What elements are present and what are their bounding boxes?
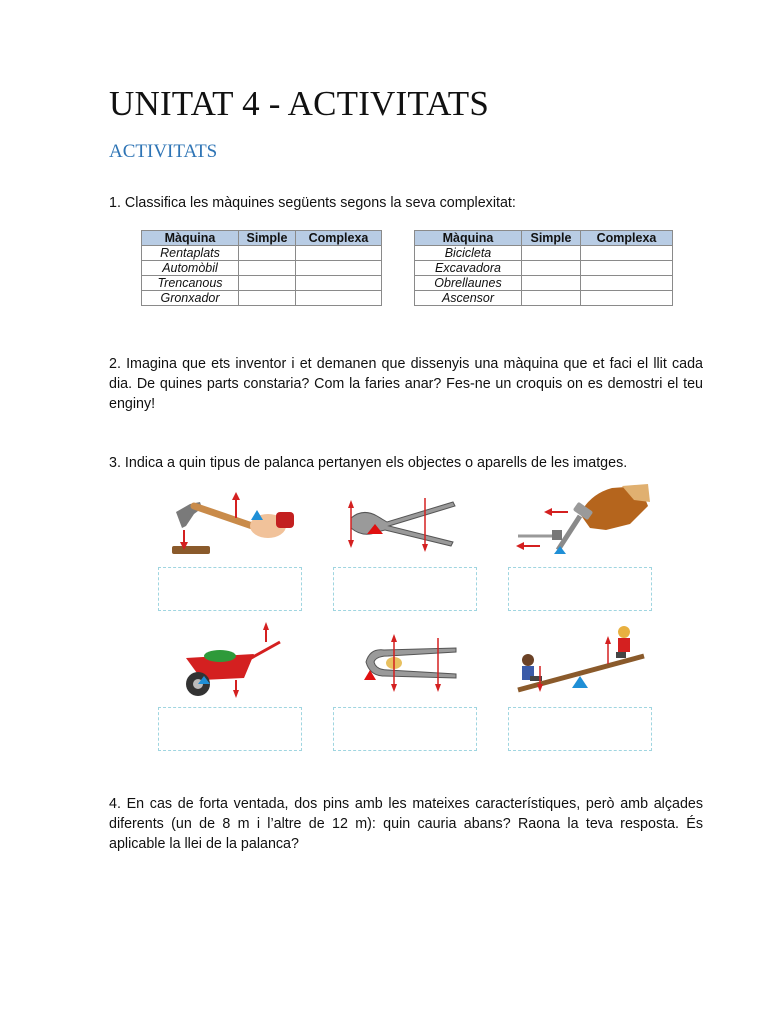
simple-cell[interactable] xyxy=(239,261,296,276)
pedal-lever-image xyxy=(510,482,652,562)
pliers-lever-image xyxy=(343,494,463,554)
question-1: 1. Classifica les màquines següents segons la seva complexitat: xyxy=(109,195,516,211)
machine-name: Excavadora xyxy=(415,261,522,276)
complex-cell[interactable] xyxy=(581,291,673,306)
table-header-row xyxy=(415,231,673,246)
simple-cell[interactable] xyxy=(239,246,296,261)
table-row xyxy=(415,291,673,306)
header-complex: Complexa xyxy=(296,231,382,246)
table-row xyxy=(415,246,673,261)
simple-cell[interactable] xyxy=(522,246,581,261)
page-title: UNITAT 4 - ACTIVITATS xyxy=(109,84,490,123)
answer-box-2[interactable] xyxy=(333,567,477,611)
header-complex: Complexa xyxy=(581,231,673,246)
table-row xyxy=(142,246,382,261)
nutcracker-lever-image xyxy=(360,632,460,702)
hammer-lever-image xyxy=(166,486,300,562)
answer-box-1[interactable] xyxy=(158,567,302,611)
machine-name: Obrellaunes xyxy=(415,276,522,291)
simple-cell[interactable] xyxy=(522,276,581,291)
answer-box-3[interactable] xyxy=(508,567,652,611)
machine-name: Gronxador xyxy=(142,291,239,306)
answer-box-4[interactable] xyxy=(158,707,302,751)
machine-name: Automòbil xyxy=(142,261,239,276)
machines-table-left xyxy=(141,230,382,306)
complex-cell[interactable] xyxy=(581,261,673,276)
table-header-row xyxy=(142,231,382,246)
table-row xyxy=(142,261,382,276)
wheelbarrow-lever-image xyxy=(180,622,290,702)
table-row xyxy=(142,291,382,306)
simple-cell[interactable] xyxy=(522,261,581,276)
machine-name: Rentaplats xyxy=(142,246,239,261)
section-heading: ACTIVITATS xyxy=(109,141,218,162)
simple-cell[interactable] xyxy=(239,276,296,291)
machine-name: Bicicleta xyxy=(415,246,522,261)
complex-cell[interactable] xyxy=(296,261,382,276)
complex-cell[interactable] xyxy=(296,246,382,261)
question-2: 2. Imagina que ets inventor i et demanen que dissenyis una màquina que et faci el llit cada dia. De quines parts constaria? Com la faries anar? Fes-ne un croquis on es demostri el teu enginy! xyxy=(109,356,703,412)
complex-cell[interactable] xyxy=(581,276,673,291)
table-row xyxy=(415,261,673,276)
machines-table-right xyxy=(414,230,673,306)
question-3: 3. Indica a quin tipus de palanca pertanyen els objectes o aparells de les imatges. xyxy=(109,455,628,471)
table-row xyxy=(142,276,382,291)
header-simple: Simple xyxy=(239,231,296,246)
answer-box-5[interactable] xyxy=(333,707,477,751)
complex-cell[interactable] xyxy=(581,246,673,261)
seesaw-lever-image xyxy=(512,622,648,698)
machine-name: Ascensor xyxy=(415,291,522,306)
question-4: 4. En cas de forta ventada, dos pins amb les mateixes característiques, però amb alçades diferents (un de 8 m i l’altre de 12 m): quin cauria abans? Raona la teva resposta. És aplicable la llei de la palanca? xyxy=(109,796,703,852)
header-simple: Simple xyxy=(522,231,581,246)
simple-cell[interactable] xyxy=(239,291,296,306)
complex-cell[interactable] xyxy=(296,276,382,291)
header-machine: Màquina xyxy=(142,231,239,246)
answer-box-6[interactable] xyxy=(508,707,652,751)
machine-name: Trencanous xyxy=(142,276,239,291)
header-machine: Màquina xyxy=(415,231,522,246)
complex-cell[interactable] xyxy=(296,291,382,306)
table-row xyxy=(415,276,673,291)
simple-cell[interactable] xyxy=(522,291,581,306)
